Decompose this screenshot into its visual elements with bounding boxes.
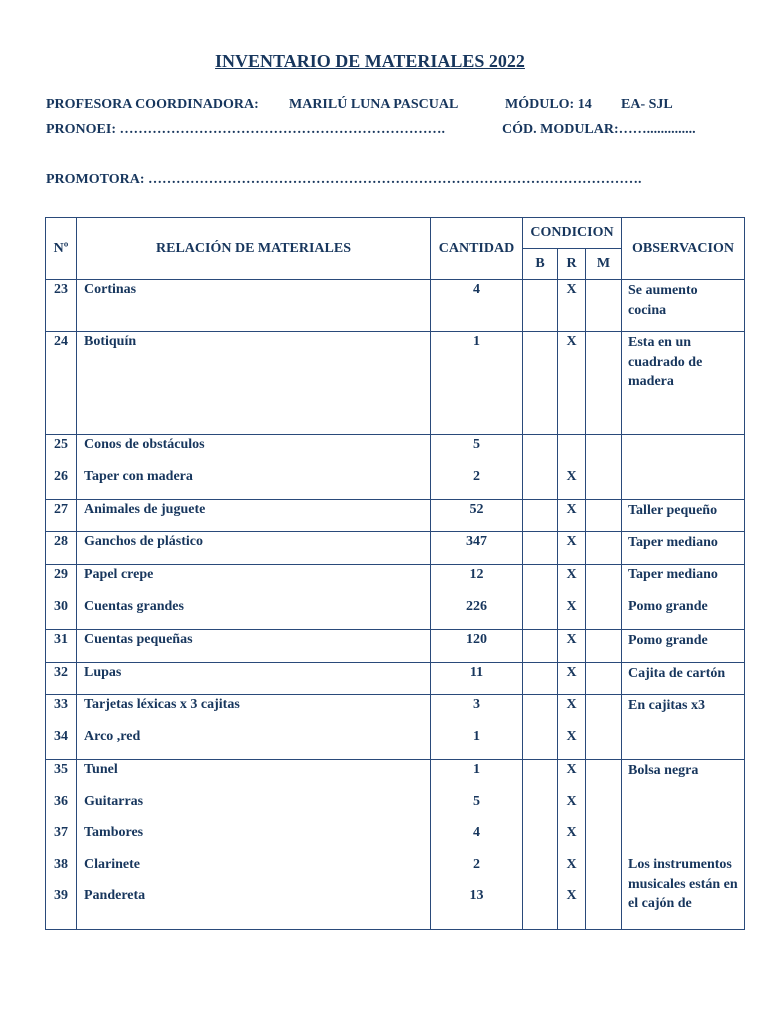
item-material-cell (77, 332, 431, 435)
cod-modular: CÓD. MODULAR:…….............. (502, 122, 696, 137)
item-qty-cell (431, 500, 523, 532)
item-number: 27 (54, 502, 68, 517)
item-number: 31 (54, 632, 68, 647)
document-title: INVENTARIO DE MATERIALES 2022 (215, 51, 525, 71)
item-qty: 2 (473, 468, 480, 484)
item-qty: 226 (466, 598, 487, 614)
table-row (46, 695, 745, 760)
item-number: 23 (54, 282, 68, 297)
cond-r-mark: X (566, 856, 577, 872)
cond-r-mark (558, 436, 585, 468)
cond-r-cell (558, 695, 586, 760)
item-qty: 5 (473, 437, 480, 452)
item-number-cell (46, 695, 77, 760)
item-material: Conos de obstáculos (84, 437, 205, 452)
cond-r-cell (558, 280, 586, 332)
col-header-r: R (558, 249, 586, 280)
item-material-cell (77, 565, 431, 630)
item-number-cell (46, 565, 77, 630)
cond-r-mark: X (566, 502, 577, 517)
item-qty-cell (431, 695, 523, 760)
item-number: 38 (54, 856, 68, 872)
cond-r-mark: X (566, 468, 577, 484)
observacion: Los instrumentos musicales están en el cajón de (628, 857, 738, 911)
observacion: Pomo grande (628, 598, 708, 614)
item-number: 33 (54, 697, 68, 712)
item-qty: 4 (473, 825, 480, 840)
item-material: Pandereta (84, 888, 146, 903)
table-row (46, 630, 745, 663)
cond-r-mark: X (566, 793, 577, 809)
item-number-cell (46, 760, 77, 930)
item-material: Ganchos de plástico (84, 534, 204, 549)
profesora-label: PROFESORA COORDINADORA: (46, 97, 259, 112)
cond-r-mark: X (566, 598, 577, 614)
cond-b-cell (523, 565, 558, 630)
observacion: Esta en un cuadrado de madera (622, 332, 745, 435)
item-qty: 11 (469, 665, 484, 680)
item-number: 36 (54, 793, 68, 809)
cond-m-cell (586, 760, 622, 930)
item-material: Botiquín (84, 334, 137, 349)
cond-r-mark: X (566, 888, 577, 903)
item-material-cell (77, 760, 431, 930)
observacion-cell (622, 760, 745, 930)
profesora-value: MARILÚ LUNA PASCUAL (289, 97, 459, 112)
item-material-cell (77, 500, 431, 532)
col-header-cantidad: CANTIDAD (431, 218, 523, 280)
col-header-b: B (523, 249, 558, 280)
item-qty: 13 (469, 888, 484, 903)
item-number: 26 (54, 468, 68, 484)
item-qty-cell (431, 760, 523, 930)
inventory-table (45, 217, 745, 930)
item-material: Papel crepe (84, 567, 154, 582)
table-row (46, 500, 745, 532)
item-qty: 12 (469, 567, 484, 582)
cond-m-cell (586, 332, 622, 435)
cond-r-mark: X (566, 665, 577, 680)
col-header-materiales: RELACIÓN DE MATERIALES (77, 218, 431, 280)
pronoei: PRONOEI: ……………………………………………………………. (46, 122, 445, 137)
observacion: En cajitas x3 (622, 695, 745, 760)
item-material: Animales de juguete (84, 502, 206, 517)
cond-r-cell (558, 630, 586, 663)
item-qty: 347 (466, 534, 487, 549)
cond-r-cell (558, 435, 586, 500)
ea: EA- SJL (621, 97, 673, 112)
cond-m-cell (586, 500, 622, 532)
item-number: 24 (54, 334, 68, 349)
promotora: PROMOTORA: ……………………………………………………………………………………………. (46, 172, 642, 187)
item-material: Cuentas pequeñas (84, 632, 193, 647)
item-number: 25 (54, 437, 68, 452)
observacion: Taller pequeño (622, 500, 745, 532)
cond-r-mark: X (566, 334, 577, 349)
cond-m-cell (586, 630, 622, 663)
item-material: Cuentas grandes (84, 598, 184, 614)
item-number-cell (46, 630, 77, 663)
item-qty: 2 (473, 856, 480, 872)
item-number-cell (46, 500, 77, 532)
cond-m-cell (586, 532, 622, 565)
item-material-cell (77, 532, 431, 565)
item-qty-cell (431, 435, 523, 500)
observacion: Taper mediano (628, 567, 718, 582)
item-qty: 52 (469, 502, 484, 517)
cond-r-mark: X (566, 825, 577, 840)
item-qty-cell (431, 630, 523, 663)
cond-b-cell (523, 663, 558, 695)
observacion-cell (622, 565, 745, 630)
item-qty: 1 (473, 762, 480, 777)
cond-b-cell (523, 695, 558, 760)
cond-m-cell (586, 280, 622, 332)
item-qty-cell (431, 565, 523, 630)
item-material: Tarjetas léxicas x 3 cajitas (84, 697, 240, 712)
item-material: Clarinete (84, 856, 140, 872)
col-header-m: M (586, 249, 622, 280)
table-row (46, 565, 745, 630)
item-number: 32 (54, 665, 68, 680)
col-header-observacion: OBSERVACION (622, 218, 745, 280)
item-material-cell (77, 435, 431, 500)
cond-r-mark: X (566, 762, 577, 777)
cond-r-mark: X (566, 282, 577, 297)
item-number-cell (46, 332, 77, 435)
item-material: Tunel (84, 762, 118, 777)
cond-r-mark: X (566, 697, 577, 712)
cond-b-cell (523, 332, 558, 435)
item-qty: 4 (473, 282, 480, 297)
item-number: 29 (54, 567, 68, 582)
observacion (622, 435, 745, 500)
cond-r-mark: X (566, 632, 577, 647)
item-number-cell (46, 663, 77, 695)
item-qty: 3 (473, 697, 480, 712)
header-line-profesora (46, 97, 746, 117)
table-row (46, 280, 745, 332)
cond-r-mark: X (566, 728, 577, 744)
item-material: Tambores (84, 825, 144, 840)
observacion: Bolsa negra (628, 763, 699, 778)
cond-b-cell (523, 435, 558, 500)
observacion: Cajita de cartón (622, 663, 745, 695)
item-qty: 120 (466, 632, 487, 647)
item-qty-cell (431, 663, 523, 695)
cond-m-cell (586, 435, 622, 500)
item-material-cell (77, 280, 431, 332)
item-qty-cell (431, 332, 523, 435)
cond-r-mark: X (566, 567, 577, 582)
cond-b-cell (523, 280, 558, 332)
table-row (46, 663, 745, 695)
item-number: 39 (54, 888, 68, 903)
cond-m-cell (586, 565, 622, 630)
cond-b-cell (523, 760, 558, 930)
item-material: Lupas (84, 665, 122, 680)
col-header-n: Nº (46, 218, 77, 280)
cond-r-cell (558, 332, 586, 435)
cond-r-cell (558, 500, 586, 532)
item-number-cell (46, 280, 77, 332)
cond-b-cell (523, 630, 558, 663)
col-header-condicion: CONDICION (523, 218, 622, 249)
table-row (46, 332, 745, 435)
table-row (46, 532, 745, 565)
item-number: 34 (54, 728, 68, 744)
header-line-pronoei (46, 122, 746, 142)
item-number-cell (46, 435, 77, 500)
item-number: 37 (54, 825, 68, 840)
item-qty: 1 (473, 334, 480, 349)
item-number-cell (46, 532, 77, 565)
cond-r-cell (558, 565, 586, 630)
modulo: MÓDULO: 14 (505, 97, 592, 112)
item-material: Arco ,red (84, 728, 141, 744)
item-material-cell (77, 695, 431, 760)
cond-m-cell (586, 695, 622, 760)
item-qty-cell (431, 280, 523, 332)
cond-b-cell (523, 500, 558, 532)
cond-r-cell (558, 532, 586, 565)
item-material-cell (77, 630, 431, 663)
item-number: 30 (54, 598, 68, 614)
cond-r-cell (558, 760, 586, 930)
cond-b-cell (523, 532, 558, 565)
table-row (46, 435, 745, 500)
table-row (46, 760, 745, 930)
item-material: Cortinas (84, 282, 137, 297)
observacion: Se aumento cocina (622, 280, 745, 332)
observacion: Taper mediano (622, 532, 745, 565)
item-qty: 1 (473, 728, 480, 744)
item-material-cell (77, 663, 431, 695)
cond-r-cell (558, 663, 586, 695)
item-number: 35 (54, 762, 68, 777)
item-material: Taper con madera (84, 468, 193, 484)
item-number: 28 (54, 534, 68, 549)
item-qty: 5 (473, 793, 480, 809)
observacion: Pomo grande (622, 630, 745, 663)
cond-r-mark: X (566, 534, 577, 549)
item-qty-cell (431, 532, 523, 565)
cond-m-cell (586, 663, 622, 695)
item-material: Guitarras (84, 793, 144, 809)
